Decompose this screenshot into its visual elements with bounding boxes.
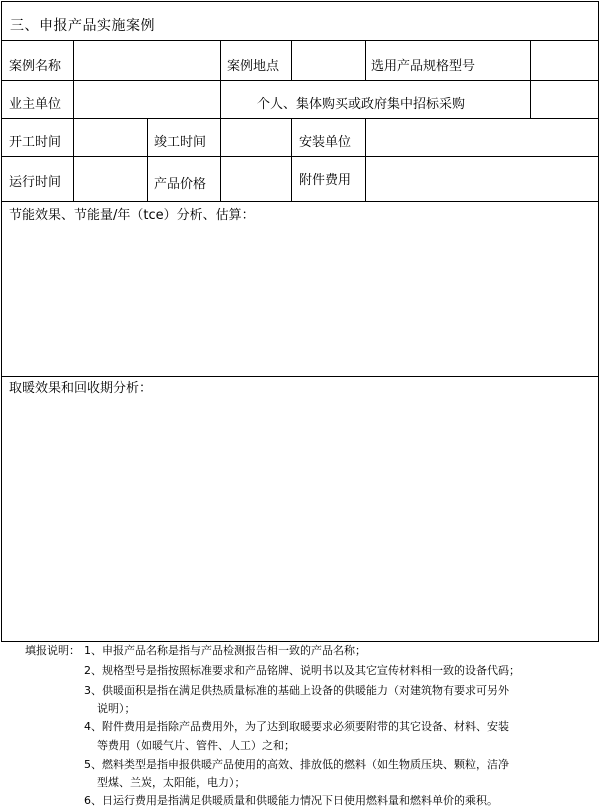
label-run-time: 运行时间 — [9, 175, 62, 190]
note-item: 3、供暖面积是指在满足供热质量标准的基础上设备的供暖能力（对建筑物有要求可另外 — [84, 684, 509, 697]
filling-notes — [0, 642, 600, 808]
label-owner: 业主单位 — [9, 97, 62, 112]
case-form — [1, 1, 599, 642]
note-item-continued: 说明）； — [97, 702, 136, 715]
page-title: 三、申报产品实施案例 — [10, 18, 155, 34]
row-divider — [2, 156, 598, 157]
label-start-time: 开工时间 — [9, 135, 62, 150]
row-divider — [2, 201, 598, 202]
note-item-continued: 型煤、兰炭，太阳能，电力）； — [97, 776, 246, 789]
col-divider — [365, 40, 366, 80]
row-divider — [2, 376, 598, 377]
label-product-model: 选用产品规格型号 — [371, 59, 476, 74]
note-item: 4、附件费用是指除产品费用外，为了达到取暖要求必须要附带的其它设备、材料、安装 — [84, 720, 509, 733]
note-item: 6、日运行费用是指满足供暖质量和供暖能力情况下日使用燃料量和燃料单价的乘积。 — [84, 794, 498, 807]
notes-label: 填报说明： — [25, 644, 80, 657]
heating-analysis-heading: 取暖效果和回收期分析： — [9, 381, 153, 396]
col-divider — [73, 118, 74, 201]
col-divider — [365, 118, 366, 201]
label-accessory-cost: 附件费用 — [299, 173, 352, 188]
note-item-continued: 等费用（如暖气片、管件、人工）之和； — [97, 739, 295, 752]
col-divider — [220, 40, 221, 201]
col-divider — [147, 118, 148, 201]
note-item: 2、规格型号是指按照标准要求和产品铭牌、说明书以及其它宣传材料相一致的设备代码； — [84, 664, 520, 677]
col-divider — [73, 40, 74, 118]
note-item: 5、燃料类型是指申报供暖产品使用的高效、排放低的燃料（如生物质压块、颗粒，洁净 — [84, 758, 509, 771]
col-divider — [291, 40, 292, 80]
label-case-name: 案例名称 — [9, 59, 62, 74]
note-item: 1、申报产品名称是指与产品检测报告相一致的产品名称； — [84, 644, 366, 657]
label-purchase-method: 个人、集体购买或政府集中招标采购 — [257, 97, 466, 112]
col-divider — [530, 40, 531, 118]
col-divider — [291, 118, 292, 201]
row-divider — [2, 80, 598, 81]
label-installer: 安装单位 — [299, 135, 352, 150]
label-product-price: 产品价格 — [154, 177, 207, 192]
label-finish-time: 竣工时间 — [154, 135, 207, 150]
energy-analysis-heading: 节能效果、节能量/年（tce）分析、估算： — [9, 208, 255, 223]
row-divider — [2, 40, 598, 41]
row-divider — [2, 118, 598, 119]
label-case-location: 案例地点 — [227, 59, 280, 74]
